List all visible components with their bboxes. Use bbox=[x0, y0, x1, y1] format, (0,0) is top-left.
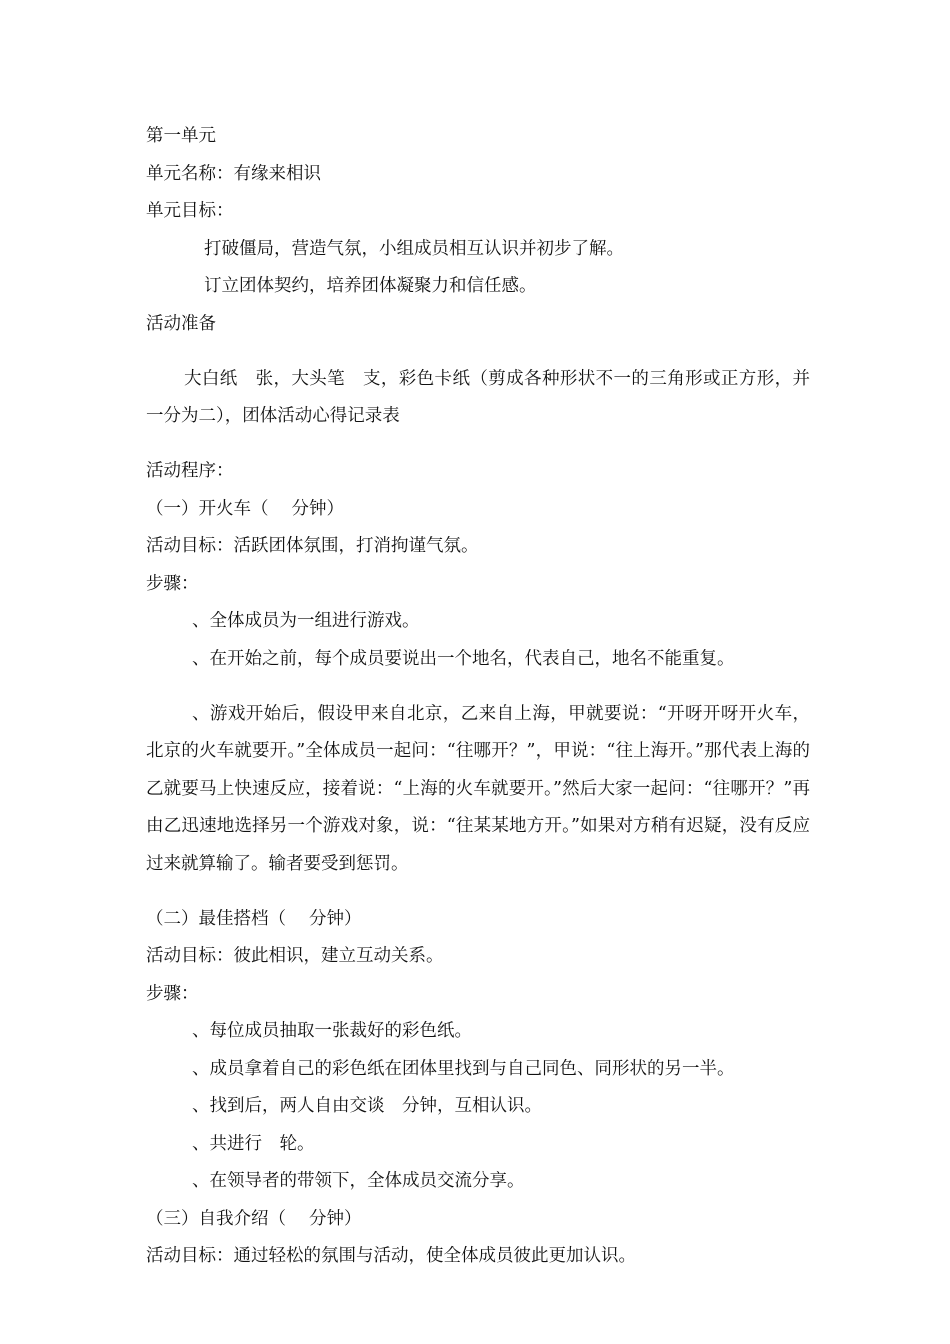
unit-goal-item: 订立团体契约，培养团体凝聚力和信任感。 bbox=[204, 276, 537, 296]
step-item: 、成员拿着自己的彩色纸在团体里找到与自己同色、同形状的另一半。 bbox=[192, 1058, 735, 1079]
step-item: 、全体成员为一组进行游戏。 bbox=[192, 611, 420, 631]
unit-goal-item: 打破僵局，营造气氛，小组成员相互认识并初步了解。 bbox=[204, 238, 624, 259]
prep-text: 大白纸 张，大头笔 支，彩色卡纸（剪成各种形状不一的三角形或正方形，并一分为二），团体活动心得记录表 bbox=[146, 368, 810, 426]
section-goal: 活动目标：通过轻松的氛围与活动，使全体成员彼此更加认识。 bbox=[146, 1246, 636, 1266]
procedure-label: 活动程序： bbox=[146, 461, 234, 481]
section-goal: 活动目标：活跃团体氛围，打消拘谨气氛。 bbox=[146, 536, 479, 556]
section-title: （三）自我介绍（ 分钟） bbox=[146, 1208, 362, 1229]
step-item: 、找到后，两人自由交谈 分钟，互相认识。 bbox=[192, 1096, 542, 1116]
unit-goal-label: 单元目标： bbox=[146, 201, 234, 221]
step-item-long: 、游戏开始后，假设甲来自北京，乙来自上海，甲就要说：“开呀开呀开火车，北京的火车就要开。”全体成员一起问：“往哪开？”，甲说：“往上海开。”那代表上海的乙就要马上快速反应，接着说：“上海的火车就要开。”然后大家一起问：“往哪开？”再由乙迅速地选择另一个游戏对象，说：“往某某地方开。”如果对方稍有迟疑，没有反应过来就算输了。输者要受到惩罚。 bbox=[146, 703, 810, 874]
steps-label: 步骤： bbox=[146, 573, 199, 594]
section-title: （一）开火车（ 分钟） bbox=[146, 498, 345, 519]
step-item: 、在领导者的带领下，全体成员交流分享。 bbox=[192, 1171, 525, 1191]
step-item: 、共进行 轮。 bbox=[192, 1133, 315, 1154]
step-item: 、在开始之前，每个成员要说出一个地名，代表自己，地名不能重复。 bbox=[192, 648, 735, 669]
document-body bbox=[146, 118, 810, 1276]
section-title: （二）最佳搭档（ 分钟） bbox=[146, 908, 362, 929]
prep-label: 活动准备 bbox=[146, 313, 216, 334]
step-item: 、每位成员抽取一张裁好的彩色纸。 bbox=[192, 1021, 472, 1041]
steps-label: 步骤： bbox=[146, 983, 199, 1004]
unit-title: 第一单元 bbox=[146, 126, 216, 146]
section-goal: 活动目标：彼此相识，建立互动关系。 bbox=[146, 946, 444, 966]
unit-name: 单元名称：有缘来相识 bbox=[146, 163, 321, 184]
